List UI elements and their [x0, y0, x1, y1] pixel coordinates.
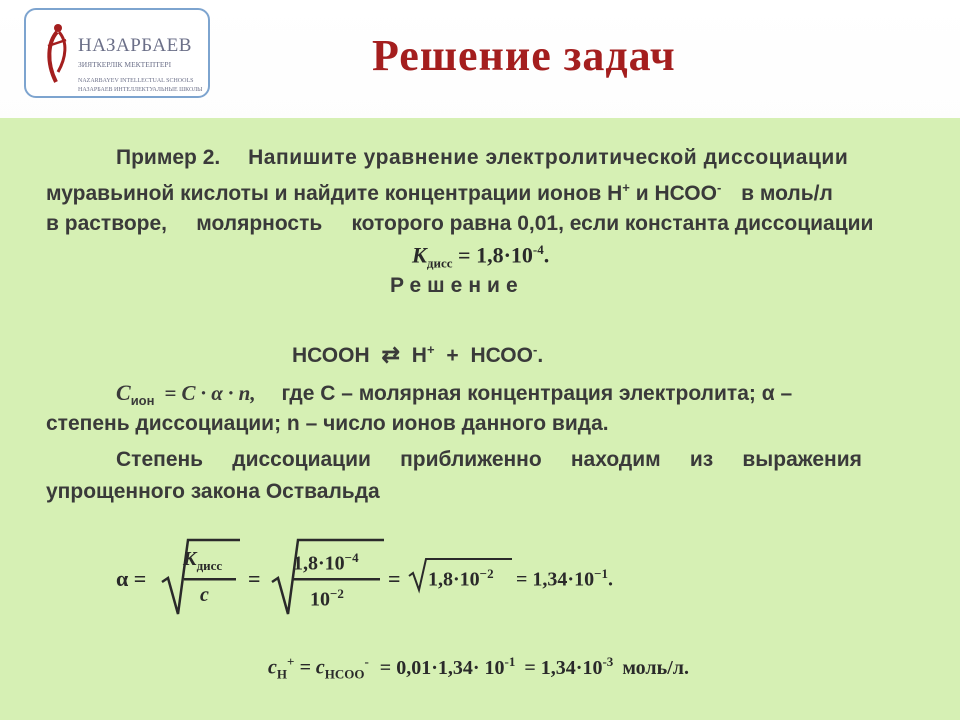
alpha-numerator-2	[293, 550, 359, 576]
alpha-k-numerator	[183, 548, 222, 574]
c-symbol: C	[116, 380, 131, 405]
formate-ion-charge: -	[532, 342, 538, 357]
ostwald-paragraph-line-2: упрощенного закона Оствальда	[46, 480, 380, 503]
final-result-exponent: -3	[602, 654, 614, 669]
problem-line-1	[116, 146, 848, 170]
alpha-result-period: .	[608, 568, 613, 591]
numerator-2-base: 1,8·10	[293, 552, 345, 575]
fraction-bar-2	[292, 578, 380, 581]
hydrogen-ion: Н	[411, 344, 427, 367]
c-h-subscript: Н	[276, 666, 288, 682]
ostwald-paragraph-line-1: Степень диссоциации приближенно находим из выражения	[116, 448, 862, 471]
k-period: .	[543, 242, 550, 268]
problem-line-2	[46, 180, 833, 206]
final-calc: = 0,01·1,34· 10	[379, 656, 505, 679]
problem-line-3: в растворе, молярность которого равна 0,01, если константа диссоциации	[46, 212, 874, 235]
k-diss-value	[412, 242, 549, 272]
alpha-result-base: = 1,34·10	[516, 568, 595, 591]
ion-concentration-formula	[116, 380, 792, 408]
logo-figure-icon	[40, 22, 74, 86]
c-subscript: ион	[130, 393, 155, 409]
alpha-label: α =	[116, 566, 147, 591]
problem-label: Пример 2.	[116, 146, 221, 169]
equals-1: =	[248, 566, 261, 591]
sqrt-3-base: 1,8·10	[428, 568, 480, 591]
final-unit: моль/л.	[622, 656, 689, 679]
final-calc-exponent: -1	[504, 654, 516, 669]
final-result: = 1,34·10	[524, 656, 603, 679]
equilibrium-arrow-icon: ⇄	[381, 342, 400, 367]
formate-ion: НСОО	[470, 344, 533, 367]
solution-heading: Решение	[390, 274, 524, 297]
sqrt-3-content	[428, 566, 494, 592]
fraction-bar-1	[184, 578, 236, 581]
c-formate-subscript: НСОО	[324, 666, 365, 682]
school-logo	[24, 8, 210, 98]
alpha-k-subscript: дисс	[196, 558, 223, 573]
formic-acid: НСООН	[292, 344, 370, 367]
formate-charge: -	[716, 180, 722, 195]
unit-text: в моль/л	[741, 182, 833, 205]
denominator-2-base: 10	[310, 588, 330, 611]
alpha-k-symbol: К	[183, 548, 197, 570]
h-ion-charge: +	[622, 180, 630, 195]
logo-name: НАЗАРБАЕВ	[78, 35, 192, 56]
c-formate-symbol: = c	[299, 656, 325, 679]
logo-subtitle-en: NAZARBAYEV INTELLECTUAL SCHOOLS	[78, 78, 194, 84]
logo-subtitle-kz: ЗИЯТКЕРЛІК МЕКТЕПТЕРІ	[78, 60, 172, 69]
alpha-result-exponent: −1	[594, 566, 608, 581]
denominator-2-exponent: −2	[330, 586, 344, 601]
formula-explanation: где С – молярная концентрация электролита; α –	[281, 382, 793, 405]
formula-rhs: = C · α · n,	[164, 381, 256, 405]
k-number: = 1,8·10	[458, 242, 533, 268]
hydrogen-charge: +	[426, 342, 435, 357]
dissociation-equation	[292, 342, 543, 368]
c-formate-charge: -	[364, 654, 369, 669]
alpha-denominator-2	[310, 586, 344, 612]
alpha-denominator: с	[200, 584, 209, 606]
slide-title: Решение задач	[372, 31, 676, 80]
problem-line-1-text: Напишите уравнение электролитической диссоциации	[248, 146, 849, 169]
formula-explanation-line-2: степень диссоциации; n – число ионов данного вида.	[46, 412, 609, 435]
numerator-2-exponent: −4	[344, 550, 359, 565]
final-concentration	[268, 654, 689, 683]
k-exponent: -4	[532, 242, 544, 257]
sqrt-3-exponent: −2	[479, 566, 494, 581]
plus-sign: +	[446, 344, 459, 367]
formate-text: и НСОО	[635, 182, 717, 205]
equation-period: .	[537, 344, 544, 367]
logo-subtitle-ru: НАЗАРБАЕВ ИНТЕЛЛЕКТУАЛЬНЫЕ ШКОЛЫ	[78, 87, 203, 93]
alpha-result	[516, 566, 613, 592]
k-symbol: К	[412, 242, 427, 268]
c-h-symbol: c	[268, 656, 277, 679]
problem-line-2-text: муравьиной кислоты и найдите концентрации ионов Н	[46, 182, 623, 205]
c-h-charge: +	[287, 654, 295, 669]
k-subscript: дисс	[426, 255, 453, 271]
equals-2: =	[388, 566, 401, 591]
